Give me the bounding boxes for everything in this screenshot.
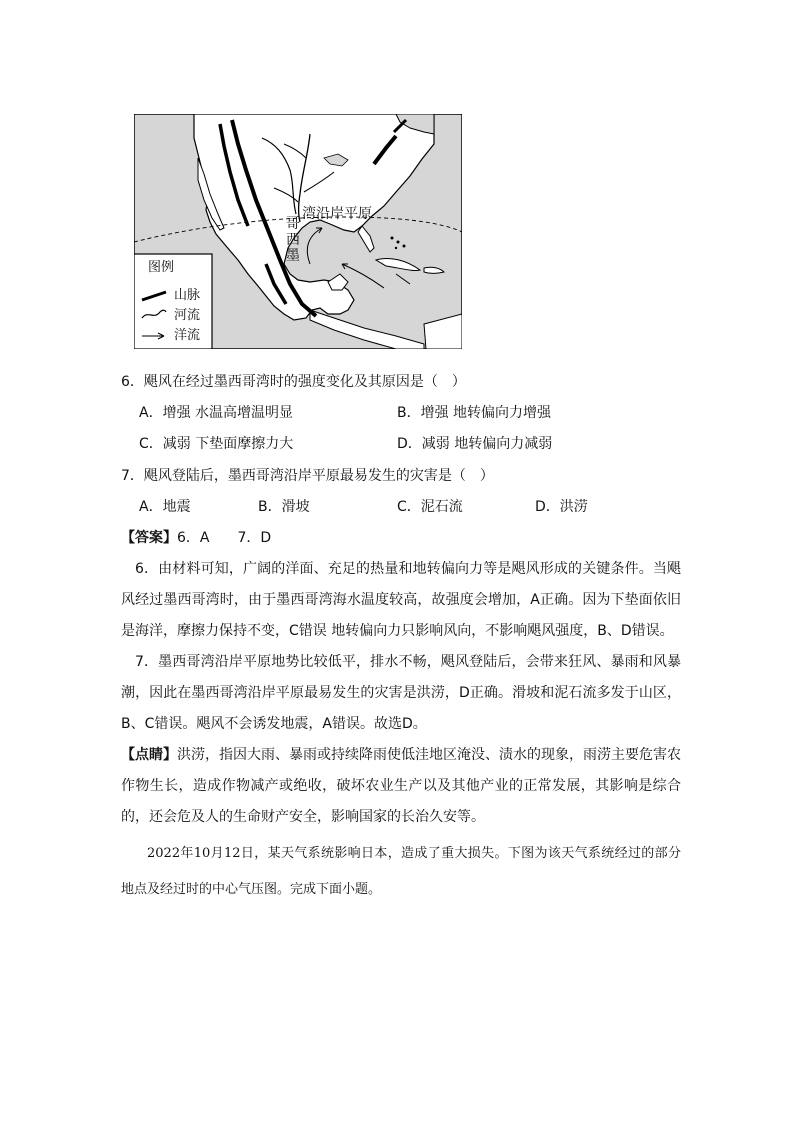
next-question-intro: 2022年10月12日，某天气系统影响日本，造成了重大损失。下图为该天气系统经过的部分地点及经过时的中心气压图。完成下面小题。 — [121, 846, 681, 897]
answer-tag: 【答案】 — [121, 530, 177, 546]
map-label-xi: 西 — [286, 232, 300, 248]
legend-label-mountain: 山脉 — [174, 288, 201, 303]
q6-option-d: D．减弱 地转偏向力减弱 — [397, 436, 553, 452]
bahamas-island — [403, 245, 406, 248]
map-label-gulf-coastal-plain: 湾沿岸平原 — [302, 206, 372, 222]
tip-tag: 【点睛】 — [121, 747, 177, 763]
map-label-mo: 墨 — [286, 248, 300, 264]
question-7-stem: 7．飓风登陆后，墨西哥湾沿岸平原最易发生的灾害是（ ） — [121, 468, 494, 484]
q7-option-b: B．滑坡 — [258, 499, 310, 515]
tip-text: 洪涝，指因大雨、暴雨或持续降雨使低洼地区淹没、渍水的现象，雨涝主要危害农作物生长，造成作物减产或绝收，破坏农业生产以及其他产业的正常发展，其影响是综合的，还会危及人的生命财产安全，影响国家的长治久安等。 — [121, 747, 681, 825]
answer-line — [121, 528, 271, 548]
answer-text: 6．A 7．D — [177, 530, 272, 546]
explanation-7: 7．墨西哥湾沿岸平原地势比较低平，排水不畅，飓风登陆后，会带来狂风、暴雨和风暴潮，因此在墨西哥湾沿岸平原最易发生的灾害是洪涝，D正确。滑坡和泥石流多发于山区，B、C错误。飓风不会诱发地震，A错误。故选D。 — [121, 654, 681, 732]
bahamas-island — [391, 237, 394, 240]
q7-option-c: C．泥石流 — [397, 499, 463, 515]
north-america-map-figure — [134, 114, 462, 349]
q7-option-d: D．洪涝 — [535, 499, 588, 515]
legend-label-current: 洋流 — [174, 328, 201, 343]
legend-title: 图例 — [148, 260, 175, 275]
bahamas-island — [395, 247, 397, 249]
q6-option-a: A．增强 水温高增温明显 — [139, 405, 294, 421]
legend-label-river: 河流 — [174, 308, 201, 323]
explanation-6: 6．由材料可知，广阔的洋面、充足的热量和地转偏向力等是飓风形成的关键条件。当飓风经过墨西哥湾时，由于墨西哥湾海水温度较高，故强度会增加，A正确。因为下垫面依旧是海洋，摩擦力保持不变，C错误 地转偏向力只影响风向，不影响飓风强度，B、D错误。 — [121, 561, 681, 639]
q6-option-b: B．增强 地转偏向力增强 — [397, 405, 552, 421]
q7-option-a: A．地震 — [139, 499, 191, 515]
tip-paragraph — [121, 740, 681, 833]
map-label-ge: 哥 — [286, 216, 300, 232]
question-6-stem: 6．飓风在经过墨西哥湾时的强度变化及其原因是（ ） — [121, 374, 466, 390]
bahamas-island — [397, 241, 400, 244]
q6-option-c: C．减弱 下垫面摩擦力大 — [139, 436, 294, 452]
